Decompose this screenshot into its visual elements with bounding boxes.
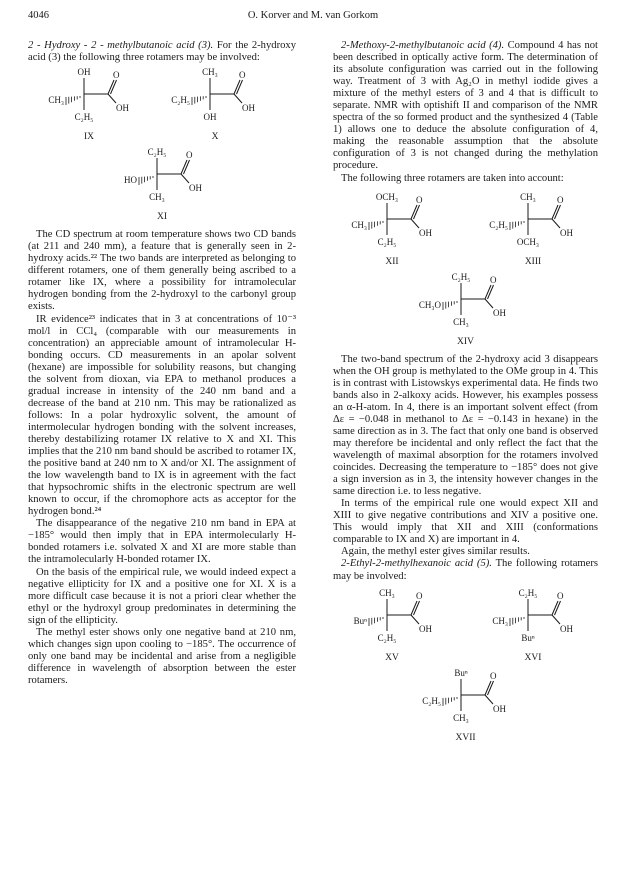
rotamer-row: [333, 587, 598, 664]
acid-hydroxyl-label: OH: [560, 623, 573, 634]
section-intro: Compound 4 has not been described in optically active form. The determination of its absolute configuration was carried out in the following way. Treatment of 3 with Ag₂O in methyl iodide gives a mixture of the methyl esters of 3 and 4 that is difficult to separate. NMR with optishift II and comparison of the NMR spectra of the so formed product and the synthesized 4 (Table 1) allows one to deduce the absolute configuration of 4, making the reasonable assumption that the absolute configuration of 3 is not changed during the methylation procedure.: [333, 40, 599, 172]
rotamer-structure: [411, 271, 521, 348]
rotamer-label: XIV: [457, 336, 474, 347]
carbonyl-oxygen-label: O: [557, 590, 564, 601]
rotamer-label: XII: [385, 256, 399, 267]
structure-drawing: [478, 191, 588, 255]
acid-hydroxyl-label: OH: [560, 227, 573, 238]
substituent-side: CH₃: [351, 219, 367, 230]
substituent-side: C₂H₅: [489, 219, 508, 230]
section-title: 2-Ethyl-2-methylhexanoic acid (5).: [341, 558, 492, 570]
body-paragraph: The following three rotamers are taken into account:: [341, 172, 564, 184]
substituent-bottom: CH₃: [452, 712, 469, 723]
substituent-top: CH₃: [379, 587, 395, 598]
carbonyl-oxygen-label: O: [113, 70, 120, 81]
bond-line: [552, 615, 560, 624]
substituent-side: CH₃O: [418, 299, 441, 310]
carbonyl-oxygen-label: O: [186, 150, 193, 161]
structure-drawing: [337, 587, 447, 651]
substituent-bottom: CH₃: [452, 316, 469, 327]
substituent-bottom: OH: [203, 112, 217, 123]
substituent-top: C₂H₅: [518, 587, 538, 598]
substituent-side: CH₃: [48, 95, 64, 106]
page-header: [28, 10, 598, 24]
rotamer-label: XV: [385, 652, 399, 663]
bond-line: [552, 219, 560, 228]
rotamer-label: XVI: [524, 652, 542, 663]
bond-line: [411, 219, 419, 228]
body-paragraph: Again, the methyl ester gives similar results.: [341, 546, 530, 558]
body-paragraph: IR evidence²³ indicates that in 3 at concentrations of 10⁻³ mol/l in CCl₄ (comparable with our measurements in concentration) an appreciable amount of intramolecular H-bonding occurs. CD measurements in an apolar solvent (hexane) are impossible for solubility reasons, but changing the solvent from dioxan, via EPA to methanol produces a gradual increase in intensity of the 240 nm band and a decrease of the band at 210 nm. This may be rationalized as follows: In a polar hydroxylic solvent, the amount of intermolecular hydrogen bonding with the solvent increases, thereby destabilizing rotamer IX relative to X and XI. This implies that the 210 nm band should be ascribed to rotamer IX, the positive band at 240 nm to X and/or XI. The assignment of the low wavelength band to IX is in agreement with the fact that hypsochromic shifts in the electronic spectrum are well known to occur, if the chromophore acts as acceptor for the hydrogen bond.²⁴: [28, 313, 296, 518]
section-title: 2-Methoxy-2-methylbutanoic acid (4).: [341, 40, 505, 51]
substituent-top: OH: [77, 67, 91, 78]
rotamer-structure: [478, 191, 588, 268]
section-compound-3: [28, 40, 296, 64]
left-column: [28, 40, 296, 687]
rotamer-row: [333, 191, 598, 268]
rotamer-label: XIII: [524, 256, 542, 267]
acid-hydroxyl-label: OH: [189, 183, 202, 194]
structure-drawing: [160, 66, 270, 130]
section-title: 2 - Hydroxy - 2 - methylbutanoic acid (3).: [28, 40, 214, 51]
substituent-side: HO: [124, 175, 137, 186]
body-paragraph: In terms of the empirical rule one would expect XII and XIII to give negative contributions and XIV a positive one. This would imply that XII and XIII (conformations comparable to IX and X) are important in 4.: [333, 498, 598, 546]
bond-line: [234, 94, 242, 103]
structure-drawing: [411, 667, 521, 731]
substituent-bottom: OCH₃: [516, 236, 540, 247]
body-paragraph: The CD spectrum at room temperature shows two CD bands (at 211 and 240 mm), a feature that is generally seen in 2-hydroxy acids.²² The two bands are interpreted as belonging to different rotamers, one of them generally being ascribed to a rotamer like IX, where a possibility for intramolecular hydrogen bonding from the 2-hydroxyl to the carbonyl group exists.: [28, 229, 296, 313]
substituent-bottom: C₂H₅: [377, 236, 397, 247]
bond-line: [411, 615, 419, 624]
substituent-side: C₂H₅: [171, 95, 190, 106]
carbonyl-oxygen-label: O: [489, 670, 496, 681]
rotamer-label: IX: [83, 132, 95, 143]
body-paragraph: The two-band spectrum of the 2-hydroxy acid 3 disappears when the OH group is methylated to the OMe group in 4. This is in contrast with Listowskys experimental data. He finds two bands also in 2-alkoxy acids. However, his examples possess an α-H-atom. In 4, there is an important solvent effect (from Δε = −0.048 in methanol to Δε = −0.143 in hexane) in the same direction as in 3. The fact that only one band is observed may therefore be incidental and only reflect the fact that the wavelength of maximal absorption for the rotamers involved coincides. Decreasing the temperature to −185° does not give a sign inversion as in 3, the intensity however changes in the same direction i.e. to less negative.: [333, 353, 598, 498]
acid-hydroxyl-label: OH: [116, 103, 129, 114]
section-intro: The following rotamers may be involved:: [333, 558, 599, 582]
structure-drawing: [34, 66, 144, 130]
rotamer-row: [28, 66, 296, 143]
right-column: [333, 40, 598, 747]
acid-hydroxyl-label: OH: [492, 307, 506, 318]
rotamer-structure: [337, 191, 447, 268]
body-paragraph: The methyl ester shows only one negative band at 210 nm, which changes sign upon cooling to −185°. The occurrence of only one band may be incidental and arise from a negligible difference in wavelength of absorption between the ester rotamers.: [28, 626, 296, 686]
page-number: 4046: [28, 10, 49, 21]
rotamer-row: [333, 271, 598, 348]
structure-drawing: [411, 271, 521, 335]
substituent-top: CH₃: [202, 67, 218, 78]
substituent-top: OCH₃: [375, 191, 399, 202]
substituent-top: C₂H₅: [451, 271, 470, 282]
rotamer-structure: [160, 66, 270, 143]
rotamer-label: X: [211, 132, 219, 143]
running-head-authors: O. Korver and M. van Gorkom: [247, 10, 379, 21]
substituent-bottom: C₂H₅: [377, 632, 397, 643]
bond-line: [485, 299, 493, 308]
section-compound-5: [333, 558, 598, 582]
rotamer-label: XVII: [455, 732, 476, 743]
acid-hydroxyl-label: OH: [419, 227, 432, 238]
bond-line: [108, 94, 116, 103]
rotamer-structure: [478, 587, 588, 664]
substituent-bottom: CH₃: [149, 192, 165, 203]
substituent-bottom: C₂H₅: [74, 112, 94, 123]
rotamer-structure: [337, 587, 447, 664]
acid-hydroxyl-label: OH: [492, 703, 506, 714]
section-intro: For the 2-hydroxy acid (3) the following three rotamers may be involved:: [28, 40, 296, 64]
substituent-side: C₂H₅: [421, 695, 441, 706]
acid-hydroxyl-label: OH: [242, 103, 255, 114]
substituent-top: CH₃: [520, 191, 536, 202]
carbonyl-oxygen-label: O: [239, 70, 246, 81]
rotamer-row: [333, 667, 598, 744]
carbonyl-oxygen-label: O: [489, 274, 496, 285]
rotamer-structure: [107, 146, 217, 223]
carbonyl-oxygen-label: O: [416, 194, 423, 205]
rotamer-structure: [34, 66, 144, 143]
structure-drawing: [337, 191, 447, 255]
structure-drawing: [107, 146, 217, 210]
substituent-top: C₂H₅: [147, 147, 167, 158]
body-paragraph: On the basis of the empirical rule, we would indeed expect a negative ellipticity for IX and a positive one for XI. X is a more difficult case because it is not a priori clear whether the ethyl or the hydroxyl group predominates in determining the sign of the ellipticity.: [28, 566, 296, 626]
bond-line: [181, 174, 189, 183]
structure-drawing: [478, 587, 588, 651]
carbonyl-oxygen-label: O: [557, 194, 564, 205]
rotamer-structure: [411, 667, 521, 744]
rotamer-label: XI: [156, 212, 168, 223]
substituent-top: Buⁿ: [453, 667, 468, 678]
section-compound-4: [333, 40, 598, 173]
rotamer-row: [28, 146, 296, 223]
carbonyl-oxygen-label: O: [416, 590, 423, 601]
bond-line: [485, 695, 493, 704]
substituent-side: CH₃: [492, 615, 508, 626]
substituent-side: Buⁿ: [353, 615, 367, 626]
substituent-bottom: Buⁿ: [521, 632, 535, 643]
body-paragraph: The disappearance of the negative 210 nm band in EPA at −185° would then imply that in EPA intermolecularly H-bonded rotamers i.e. solvated X and XI are more stable than the intramolecularly H-bonded rotamer IX.: [28, 518, 296, 566]
acid-hydroxyl-label: OH: [419, 623, 432, 634]
